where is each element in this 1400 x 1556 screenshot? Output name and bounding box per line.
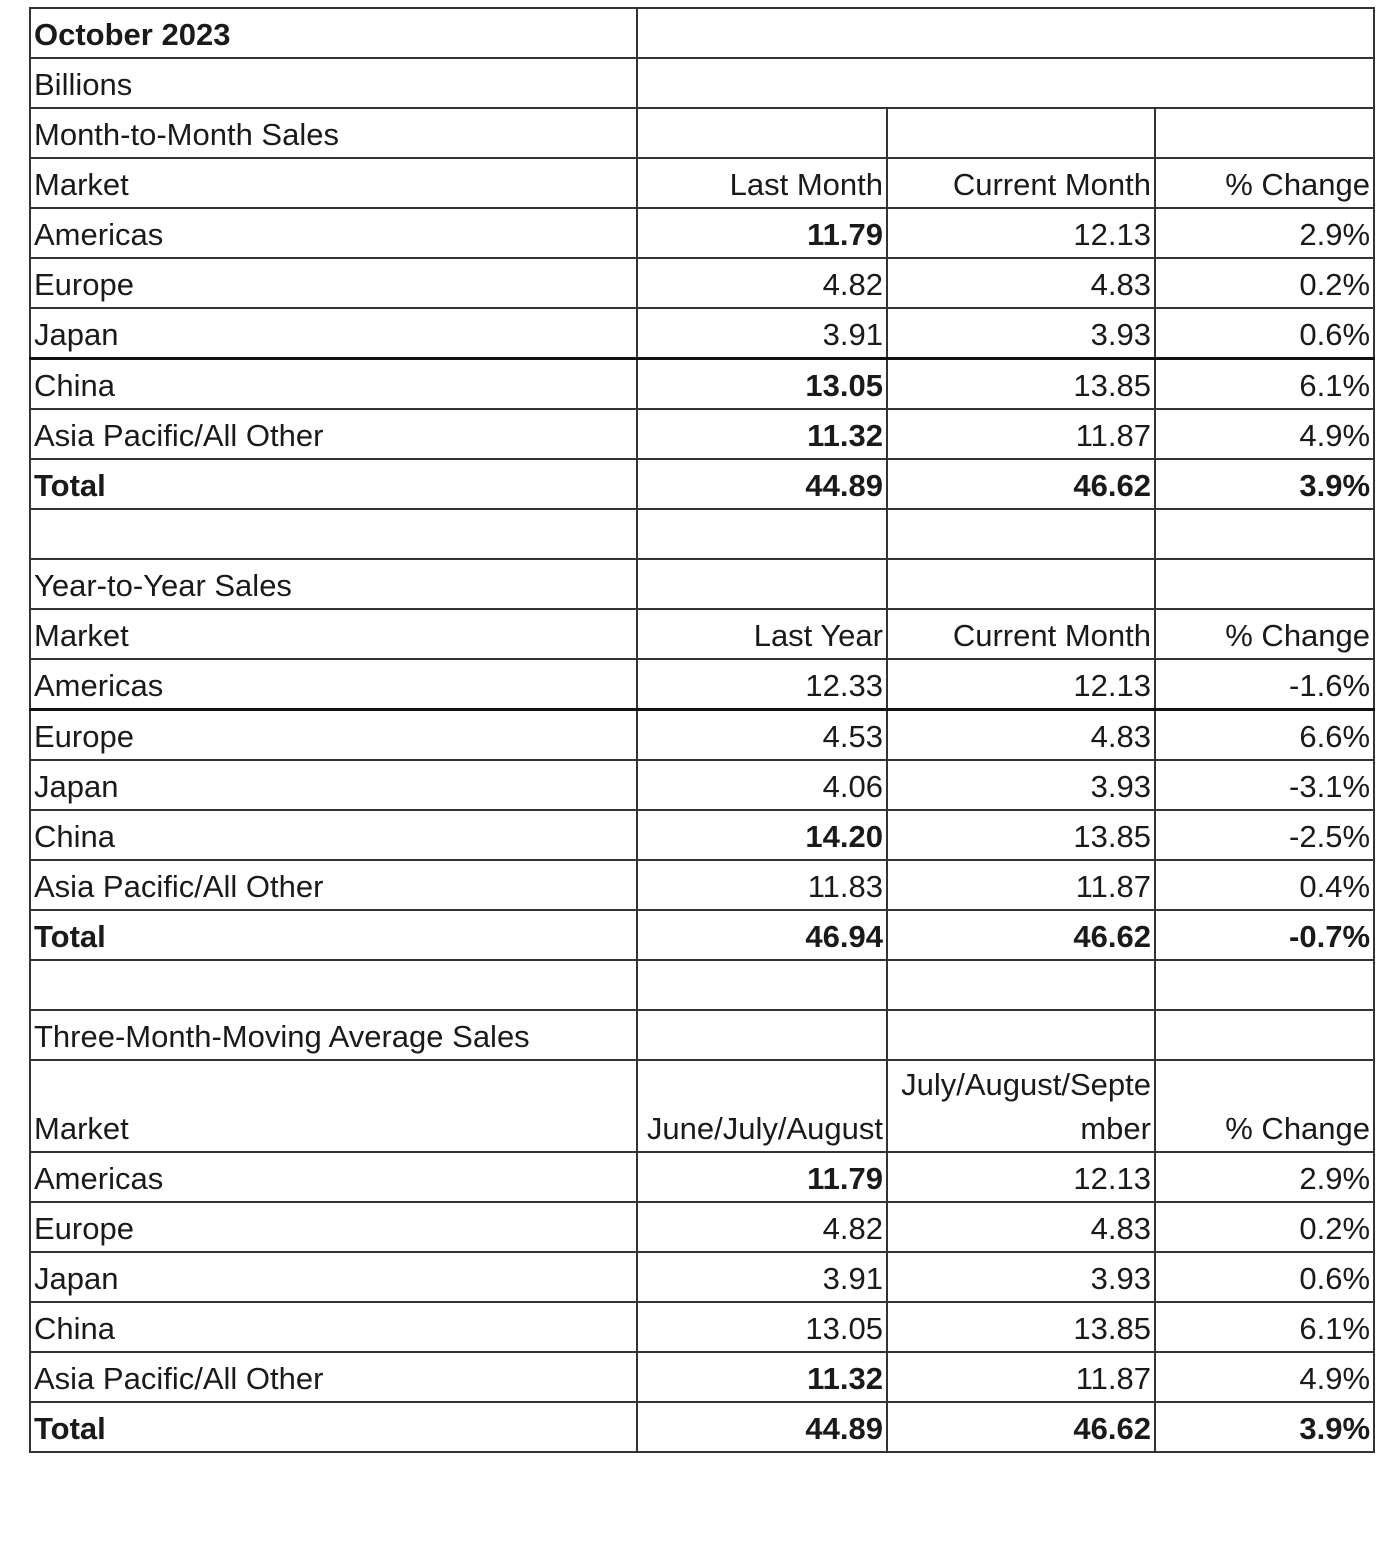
prev-value-cell: 3.91 [637, 1252, 887, 1302]
total-change: -0.7% [1155, 910, 1374, 960]
column-header-prev: Last Year [637, 609, 887, 659]
units-label: Billions [30, 58, 637, 108]
prev-value-cell: 4.06 [637, 760, 887, 810]
title-row [30, 8, 1374, 58]
change-cell: 4.9% [1155, 1352, 1374, 1402]
curr-value-cell: 12.13 [887, 208, 1155, 258]
curr-value-cell: 13.85 [887, 359, 1155, 410]
table-row [30, 258, 1374, 308]
change-cell: 0.6% [1155, 1252, 1374, 1302]
table-row [30, 308, 1374, 359]
curr-value-cell: 4.83 [887, 258, 1155, 308]
market-cell: China [30, 359, 637, 410]
market-cell: Asia Pacific/All Other [30, 860, 637, 910]
table-row [30, 359, 1374, 410]
column-header-curr: Current Month [887, 158, 1155, 208]
table-row [30, 208, 1374, 258]
table-row [30, 1152, 1374, 1202]
table-row [30, 659, 1374, 710]
prev-value-cell: 11.32 [637, 409, 887, 459]
table-row [30, 860, 1374, 910]
header-row [30, 158, 1374, 208]
change-cell: 0.2% [1155, 258, 1374, 308]
change-cell: -1.6% [1155, 659, 1374, 710]
table-row [30, 710, 1374, 761]
curr-value-cell: 3.93 [887, 760, 1155, 810]
column-header-change: % Change [1155, 1060, 1374, 1152]
table-row [30, 1252, 1374, 1302]
curr-value-cell: 11.87 [887, 1352, 1155, 1402]
total-label: Total [30, 910, 637, 960]
table-row [30, 810, 1374, 860]
market-cell: Europe [30, 1202, 637, 1252]
change-cell: 6.1% [1155, 1302, 1374, 1352]
market-cell: China [30, 1302, 637, 1352]
change-cell: 4.9% [1155, 409, 1374, 459]
total-change: 3.9% [1155, 1402, 1374, 1452]
sales-table [29, 7, 1375, 1453]
total-label: Total [30, 459, 637, 509]
curr-value-cell: 13.85 [887, 810, 1155, 860]
prev-value-cell: 11.83 [637, 860, 887, 910]
curr-value-cell: 13.85 [887, 1302, 1155, 1352]
market-cell: Japan [30, 308, 637, 359]
column-header-change: % Change [1155, 609, 1374, 659]
section-heading: Three-Month-Moving Average Sales [30, 1010, 637, 1060]
total-row [30, 1402, 1374, 1452]
prev-value-cell: 4.53 [637, 710, 887, 761]
column-header-prev: June/July/August [637, 1060, 887, 1152]
total-prev: 46.94 [637, 910, 887, 960]
curr-value-cell: 12.13 [887, 1152, 1155, 1202]
market-cell: Japan [30, 760, 637, 810]
report-title: October 2023 [30, 8, 637, 58]
column-header-change: % Change [1155, 158, 1374, 208]
total-curr: 46.62 [887, 910, 1155, 960]
market-cell: Americas [30, 1152, 637, 1202]
change-cell: -3.1% [1155, 760, 1374, 810]
prev-value-cell: 11.32 [637, 1352, 887, 1402]
prev-value-cell: 4.82 [637, 258, 887, 308]
market-cell: Europe [30, 258, 637, 308]
spacer-row [30, 960, 1374, 1010]
total-prev: 44.89 [637, 1402, 887, 1452]
table-row [30, 760, 1374, 810]
change-cell: 6.6% [1155, 710, 1374, 761]
change-cell: 6.1% [1155, 359, 1374, 410]
table-row [30, 1352, 1374, 1402]
units-row [30, 58, 1374, 108]
market-cell: Asia Pacific/All Other [30, 409, 637, 459]
column-header-market: Market [30, 609, 637, 659]
prev-value-cell: 13.05 [637, 1302, 887, 1352]
prev-value-cell: 11.79 [637, 208, 887, 258]
column-header-curr: Current Month [887, 609, 1155, 659]
column-header-market: Market [30, 1060, 637, 1152]
header-row [30, 609, 1374, 659]
title-row-fill [637, 8, 1374, 58]
total-curr: 46.62 [887, 1402, 1155, 1452]
curr-value-cell: 11.87 [887, 860, 1155, 910]
spacer-row [30, 509, 1374, 559]
section-heading-row [30, 559, 1374, 609]
section-heading: Year-to-Year Sales [30, 559, 637, 609]
curr-value-cell: 12.13 [887, 659, 1155, 710]
column-header-curr: July/August/September [887, 1060, 1155, 1152]
table-row [30, 409, 1374, 459]
prev-value-cell: 3.91 [637, 308, 887, 359]
table-row [30, 1302, 1374, 1352]
curr-value-cell: 3.93 [887, 1252, 1155, 1302]
total-row [30, 459, 1374, 509]
market-cell: China [30, 810, 637, 860]
market-cell: Americas [30, 208, 637, 258]
prev-value-cell: 12.33 [637, 659, 887, 710]
change-cell: -2.5% [1155, 810, 1374, 860]
total-row [30, 910, 1374, 960]
section-heading-row [30, 1010, 1374, 1060]
total-label: Total [30, 1402, 637, 1452]
curr-value-cell: 11.87 [887, 409, 1155, 459]
change-cell: 0.2% [1155, 1202, 1374, 1252]
curr-value-cell: 4.83 [887, 710, 1155, 761]
market-cell: Europe [30, 710, 637, 761]
market-cell: Americas [30, 659, 637, 710]
change-cell: 2.9% [1155, 208, 1374, 258]
units-row-fill [637, 58, 1374, 108]
prev-value-cell: 13.05 [637, 359, 887, 410]
change-cell: 0.6% [1155, 308, 1374, 359]
total-change: 3.9% [1155, 459, 1374, 509]
total-prev: 44.89 [637, 459, 887, 509]
column-header-market: Market [30, 158, 637, 208]
curr-value-cell: 3.93 [887, 308, 1155, 359]
curr-value-cell: 4.83 [887, 1202, 1155, 1252]
section-heading: Month-to-Month Sales [30, 108, 637, 158]
change-cell: 0.4% [1155, 860, 1374, 910]
prev-value-cell: 14.20 [637, 810, 887, 860]
market-cell: Asia Pacific/All Other [30, 1352, 637, 1402]
market-cell: Japan [30, 1252, 637, 1302]
column-header-prev: Last Month [637, 158, 887, 208]
header-row [30, 1060, 1374, 1152]
section-heading-row [30, 108, 1374, 158]
prev-value-cell: 4.82 [637, 1202, 887, 1252]
change-cell: 2.9% [1155, 1152, 1374, 1202]
table-row [30, 1202, 1374, 1252]
prev-value-cell: 11.79 [637, 1152, 887, 1202]
total-curr: 46.62 [887, 459, 1155, 509]
